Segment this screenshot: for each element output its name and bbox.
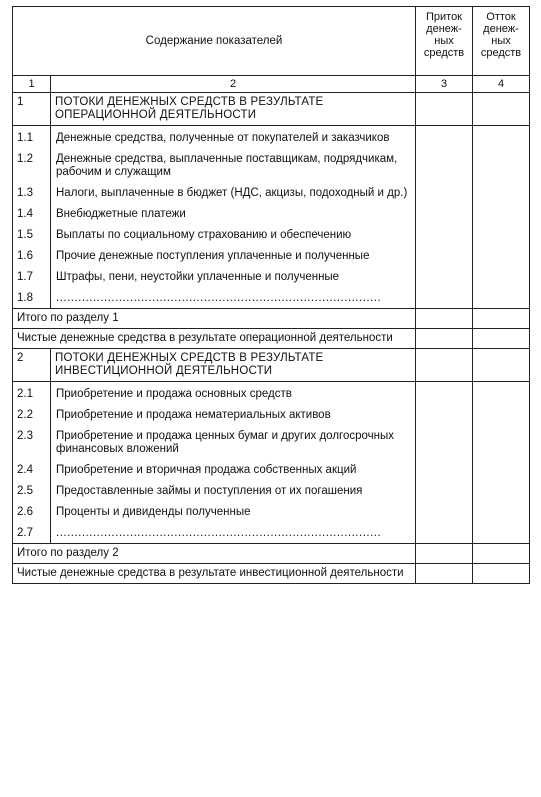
inflow-cell <box>416 564 473 584</box>
cash-flow-table-container <box>12 6 529 584</box>
section-1-total-row <box>13 309 530 329</box>
row-number: 2.2 <box>13 404 51 425</box>
row-number: 1.2 <box>13 148 51 182</box>
section-title: ПОТОКИ ДЕНЕЖНЫХ СРЕДСТВ В РЕЗУЛЬТАТЕ ИНВЕСТИЦИОННОЙ ДЕЯТЕЛЬНОСТИ <box>51 349 416 382</box>
inflow-cell <box>416 287 473 309</box>
row-number: 1.6 <box>13 245 51 266</box>
section-title: ПОТОКИ ДЕНЕЖНЫХ СРЕДСТВ В РЕЗУЛЬТАТЕ ОПЕРАЦИОННОЙ ДЕЯТЕЛЬНОСТИ <box>51 93 416 126</box>
table-row <box>13 522 530 544</box>
outflow-cell <box>473 480 530 501</box>
outflow-cell <box>473 501 530 522</box>
row-number: 1.4 <box>13 203 51 224</box>
row-number: 2.6 <box>13 501 51 522</box>
outflow-cell <box>473 266 530 287</box>
inflow-cell <box>416 480 473 501</box>
inflow-cell <box>416 182 473 203</box>
section-number: 1 <box>13 93 51 126</box>
column-number-row <box>13 76 530 93</box>
outflow-cell <box>473 382 530 405</box>
header-outflow: Отток денеж- ных средств <box>473 7 530 76</box>
inflow-cell <box>416 93 473 126</box>
outflow-cell <box>473 245 530 266</box>
outflow-cell <box>473 522 530 544</box>
row-number: 2.7 <box>13 522 51 544</box>
inflow-cell <box>416 126 473 149</box>
cash-flow-table <box>12 6 530 584</box>
inflow-cell <box>416 544 473 564</box>
row-text: Приобретение и продажа ценных бумаг и других долгосрочных финансовых вложений <box>51 425 416 459</box>
table-row <box>13 425 530 459</box>
row-text: Штрафы, пени, неустойки уплаченные и полученные <box>51 266 416 287</box>
inflow-cell <box>416 148 473 182</box>
row-number: 1.1 <box>13 126 51 149</box>
inflow-cell <box>416 203 473 224</box>
col-number: 2 <box>51 76 416 93</box>
section-total-label: Итого по разделу 1 <box>13 309 416 329</box>
row-number: 2.3 <box>13 425 51 459</box>
section-2-total-row <box>13 544 530 564</box>
table-row <box>13 459 530 480</box>
inflow-cell <box>416 329 473 349</box>
inflow-cell <box>416 522 473 544</box>
outflow-cell <box>473 309 530 329</box>
outflow-cell <box>473 544 530 564</box>
outflow-cell <box>473 182 530 203</box>
row-text: Проценты и дивиденды полученные <box>51 501 416 522</box>
col-number: 1 <box>13 76 51 93</box>
inflow-cell <box>416 382 473 405</box>
table-row <box>13 182 530 203</box>
inflow-cell <box>416 425 473 459</box>
section-net-label: Чистые денежные средства в результате операционной деятельности <box>13 329 416 349</box>
outflow-cell <box>473 564 530 584</box>
section-total-label: Итого по разделу 2 <box>13 544 416 564</box>
row-text: Приобретение и продажа нематериальных активов <box>51 404 416 425</box>
row-text: Приобретение и вторичная продажа собственных акций <box>51 459 416 480</box>
row-text: Прочие денежные поступления уплаченные и полученные <box>51 245 416 266</box>
table-row <box>13 266 530 287</box>
row-text: Приобретение и продажа основных средств <box>51 382 416 405</box>
section-2-net-row <box>13 564 530 584</box>
outflow-cell <box>473 93 530 126</box>
table-row <box>13 382 530 405</box>
inflow-cell <box>416 309 473 329</box>
outflow-cell <box>473 459 530 480</box>
row-number: 2.4 <box>13 459 51 480</box>
table-row <box>13 224 530 245</box>
outflow-cell <box>473 329 530 349</box>
col-number: 4 <box>473 76 530 93</box>
table-row <box>13 203 530 224</box>
outflow-cell <box>473 224 530 245</box>
outflow-cell <box>473 425 530 459</box>
table-row <box>13 480 530 501</box>
row-text: Внебюджетные платежи <box>51 203 416 224</box>
outflow-cell <box>473 287 530 309</box>
outflow-cell <box>473 126 530 149</box>
inflow-cell <box>416 266 473 287</box>
outflow-cell <box>473 349 530 382</box>
table-row <box>13 245 530 266</box>
header-content: Содержание показателей <box>13 7 416 76</box>
table-row <box>13 287 530 309</box>
row-number: 1.7 <box>13 266 51 287</box>
row-text: Денежные средства, полученные от покупателей и заказчиков <box>51 126 416 149</box>
section-2-title-row <box>13 349 530 382</box>
header-row <box>13 7 530 76</box>
table-row <box>13 126 530 149</box>
row-number: 2.1 <box>13 382 51 405</box>
outflow-cell <box>473 203 530 224</box>
table-row <box>13 404 530 425</box>
inflow-cell <box>416 459 473 480</box>
row-text: Налоги, выплаченные в бюджет (НДС, акцизы, подоходный и др.) <box>51 182 416 203</box>
outflow-cell <box>473 148 530 182</box>
row-number: 1.8 <box>13 287 51 309</box>
section-net-label: Чистые денежные средства в результате инвестиционной деятельности <box>13 564 416 584</box>
table-row <box>13 148 530 182</box>
row-text: Предоставленные займы и поступления от их погашения <box>51 480 416 501</box>
inflow-cell <box>416 501 473 522</box>
header-inflow: Приток денеж- ных средств <box>416 7 473 76</box>
row-number: 2.5 <box>13 480 51 501</box>
table-row <box>13 501 530 522</box>
row-number: 1.3 <box>13 182 51 203</box>
inflow-cell <box>416 224 473 245</box>
outflow-cell <box>473 404 530 425</box>
row-number: 1.5 <box>13 224 51 245</box>
inflow-cell <box>416 349 473 382</box>
section-1-title-row <box>13 93 530 126</box>
row-text: ........................................................................................ <box>51 522 416 544</box>
inflow-cell <box>416 245 473 266</box>
col-number: 3 <box>416 76 473 93</box>
section-number: 2 <box>13 349 51 382</box>
section-1-net-row <box>13 329 530 349</box>
row-text: ........................................................................................ <box>51 287 416 309</box>
inflow-cell <box>416 404 473 425</box>
row-text: Денежные средства, выплаченные поставщикам, подрядчикам, рабочим и служащим <box>51 148 416 182</box>
row-text: Выплаты по социальному страхованию и обеспечению <box>51 224 416 245</box>
